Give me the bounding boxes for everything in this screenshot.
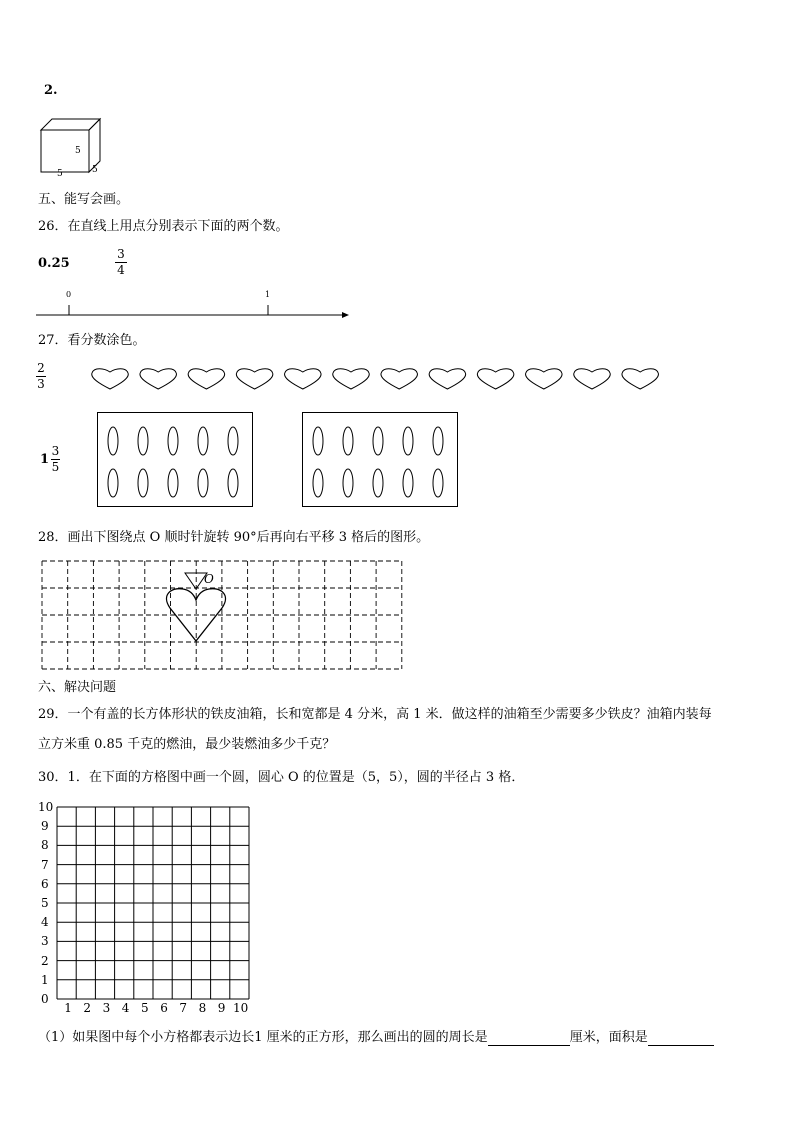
y-label: 3 (41, 934, 49, 949)
y-label: 7 (41, 857, 49, 872)
heart-10[interactable] (526, 369, 563, 389)
rotation-grid[interactable] (40, 560, 404, 670)
q26-fraction-den: 4 (117, 263, 125, 277)
x-label: 1 (64, 1001, 72, 1015)
heart-5[interactable] (285, 369, 322, 389)
heart-8[interactable] (429, 369, 466, 389)
oval-box-2[interactable] (302, 412, 460, 508)
oval-1-6[interactable] (108, 469, 118, 497)
y-label: 10 (38, 800, 54, 814)
oval-1-7[interactable] (138, 469, 148, 497)
section-5-title: 五、能写会画。 (38, 192, 130, 207)
hearts-row[interactable] (88, 365, 668, 395)
x-label: 10 (233, 1001, 249, 1015)
q26-number-0-25: 0.25 (38, 256, 70, 271)
question-30-sub-1 (38, 1030, 714, 1046)
oval-1-3[interactable] (168, 427, 178, 455)
question-30-text: 30．1．在下面的方格图中画一个圆，圆心 O 的位置是（5，5），圆的半径占 3 格． (38, 770, 525, 785)
question-28-text: 28．画出下图绕点 O 顺时针旋转 90°后再向右平移 3 格后的图形。 (38, 530, 430, 545)
oval-2-10[interactable] (433, 469, 443, 497)
oval-2-1[interactable] (313, 427, 323, 455)
heart-9[interactable] (477, 369, 514, 389)
y-label: 0 (41, 992, 49, 1006)
q27-fraction-den: 3 (37, 377, 45, 391)
question-29-line-1: 29．一个有盖的长方体形状的铁皮油箱，长和宽都是 4 分米，高 1 米．做这样的油箱至少需要多少铁皮？油箱内装每 (38, 707, 712, 722)
oval-1-2[interactable] (138, 427, 148, 455)
heart-2[interactable] (140, 369, 177, 389)
number-line-tick-1: 1 (265, 290, 271, 299)
heart-4[interactable] (236, 369, 273, 389)
oval-1-8[interactable] (168, 469, 178, 497)
x-label: 7 (179, 1001, 188, 1015)
y-label: 8 (41, 838, 49, 853)
oval-box-1[interactable] (97, 412, 255, 508)
x-label: 9 (217, 1001, 226, 1015)
y-label: 9 (41, 819, 49, 834)
x-label: 6 (160, 1001, 168, 1015)
question-29-line-2: 立方米重 0.85 千克的燃油，最少装燃油多少千克？ (38, 737, 336, 752)
oval-1-1[interactable] (108, 427, 118, 455)
number-line-tick-0: 0 (66, 290, 72, 299)
y-label: 2 (41, 953, 49, 968)
q26-fraction-3-4 (115, 248, 127, 277)
area-blank[interactable] (648, 1032, 714, 1046)
question-27-text: 27．看分数涂色。 (38, 333, 146, 348)
y-label: 5 (41, 896, 49, 910)
heart-11[interactable] (574, 369, 611, 389)
q27-fraction-2-3 (36, 362, 46, 391)
oval-1-9[interactable] (198, 469, 208, 497)
q27-mixed-fraction (51, 445, 60, 474)
oval-1-10[interactable] (228, 469, 238, 497)
x-label: 2 (83, 1001, 92, 1015)
question-26-text: 26．在直线上用点分别表示下面的两个数。 (38, 219, 289, 234)
cube-label-height: 5 (75, 146, 81, 156)
heart-6[interactable] (333, 369, 370, 389)
oval-2-7[interactable] (343, 469, 353, 497)
cube-label-width: 5 (92, 165, 98, 175)
oval-1-5[interactable] (228, 427, 238, 455)
y-label: 4 (41, 915, 49, 930)
question-2-label: 2. (44, 83, 58, 98)
cube-label-length: 5 (57, 169, 63, 179)
oval-2-4[interactable] (403, 427, 413, 455)
heart-12[interactable] (622, 369, 659, 389)
oval-2-8[interactable] (373, 469, 383, 497)
heart-1[interactable] (92, 369, 129, 389)
circumference-blank[interactable] (488, 1032, 570, 1046)
number-line[interactable] (36, 305, 356, 325)
q30-sub1-text-b: 厘米，面积是 (569, 1030, 648, 1045)
q27-mixed-whole: 1 (40, 452, 50, 467)
x-label: 5 (141, 1001, 149, 1015)
q27-mixed-num: 3 (51, 444, 60, 458)
y-label: 1 (41, 972, 49, 987)
x-label: 3 (102, 1001, 111, 1015)
q27-mixed-den: 5 (51, 460, 60, 474)
heart-3[interactable] (188, 369, 225, 389)
section-6-title: 六、解决问题 (38, 680, 117, 695)
oval-2-3[interactable] (373, 427, 383, 455)
oval-2-6[interactable] (313, 469, 323, 497)
x-label: 4 (121, 1001, 130, 1015)
q27-fraction-num: 2 (37, 361, 45, 375)
coordinate-grid[interactable] (57, 807, 257, 1007)
q26-fraction-num: 3 (117, 247, 125, 261)
oval-2-9[interactable] (403, 469, 413, 497)
oval-2-5[interactable] (433, 427, 443, 455)
oval-2-2[interactable] (343, 427, 353, 455)
point-o-label: O (204, 572, 214, 586)
oval-1-4[interactable] (198, 427, 208, 455)
q30-sub1-text-a: （1）如果图中每个小方格都表示边长1 厘米的正方形，那么画出的圆的周长是 (38, 1030, 488, 1045)
heart-7[interactable] (381, 369, 418, 389)
y-label: 6 (41, 876, 49, 891)
x-label: 8 (198, 1001, 207, 1015)
